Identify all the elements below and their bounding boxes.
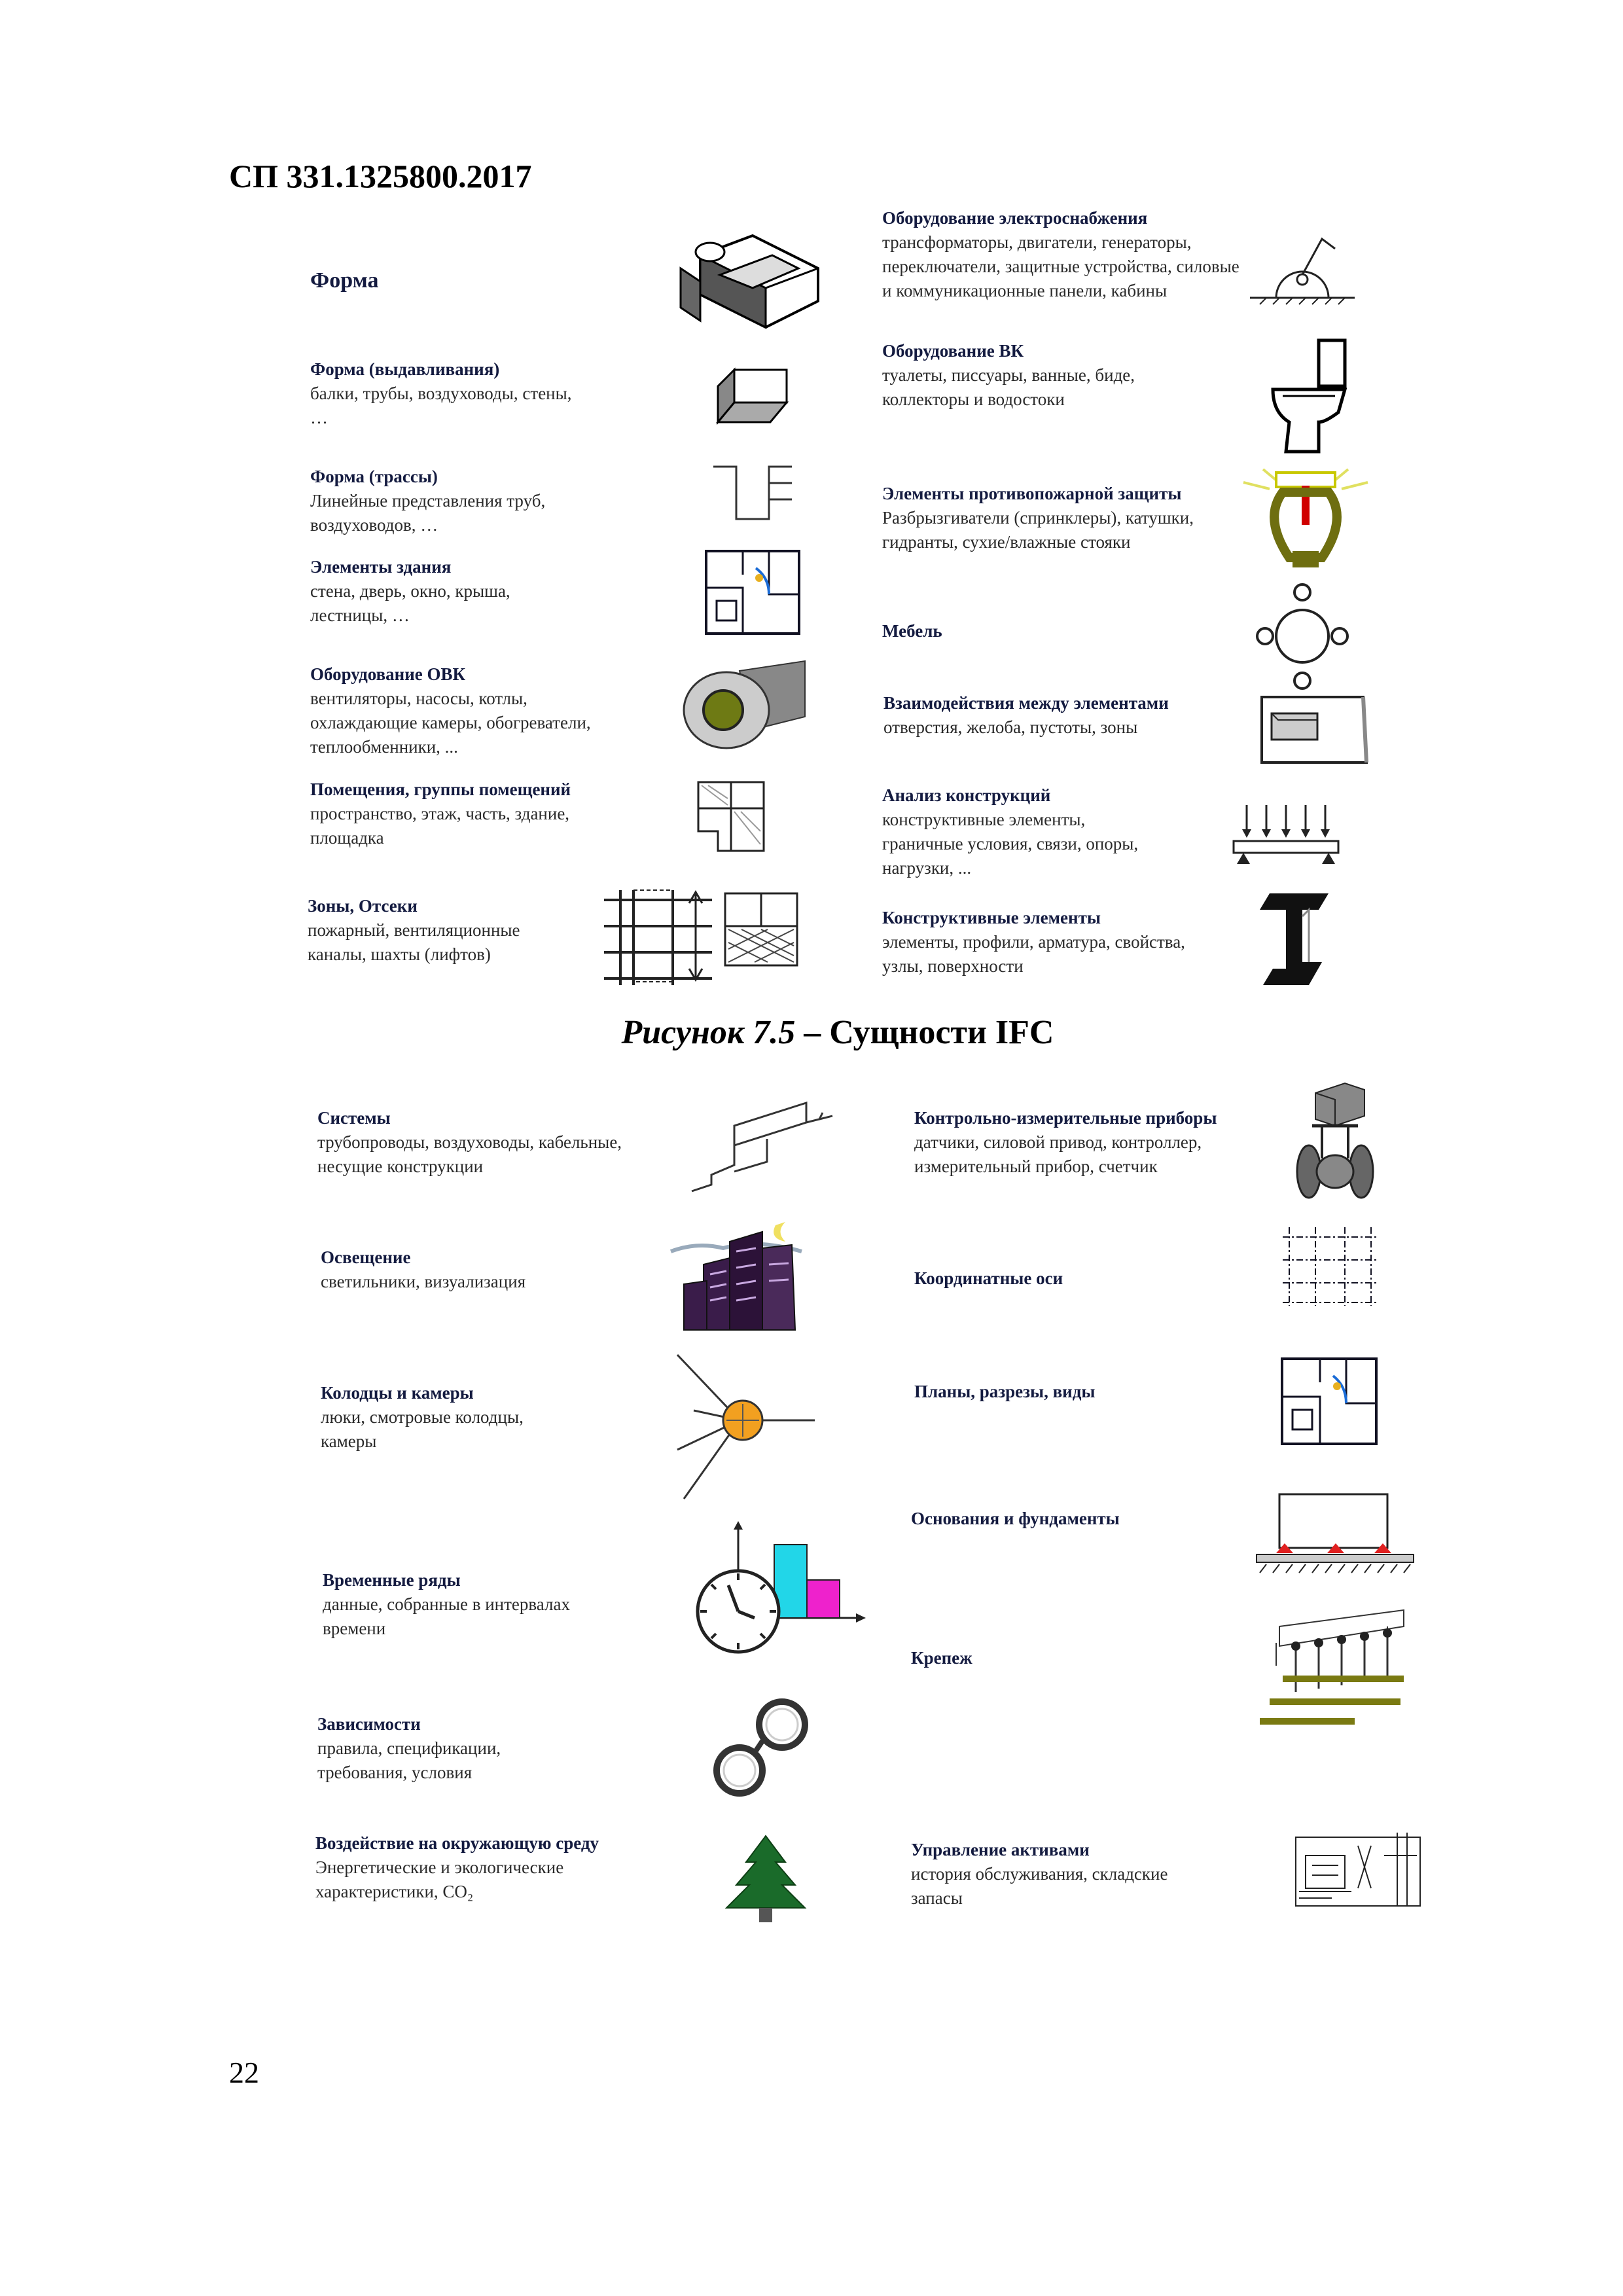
entry-foundations (911, 1507, 1205, 1531)
entry-spaces (310, 778, 618, 850)
entry-desc: Линейные представления труб, воздуховодов, … (310, 491, 546, 535)
entry-title: Координатные оси (914, 1268, 1063, 1288)
entry-desc: история обслуживания, складские запасы (911, 1864, 1168, 1908)
entry-title: Оборудование электроснабжения (882, 208, 1148, 228)
entry-desc: Энергетические и экологические характеристики, CO₂ (315, 1857, 564, 1901)
entry-form-sweep (310, 465, 605, 537)
entry-desc: Разбрызгиватели (спринклеры), катушки, гидранты, сухие/влажные стояки (882, 508, 1194, 552)
entry-constraints (317, 1712, 579, 1785)
beam-load-icon (1227, 802, 1345, 867)
entry-title: Анализ конструкций (882, 785, 1051, 805)
page-number: 22 (229, 2056, 259, 2089)
figure-caption (0, 1013, 1623, 1052)
entry-title: Форма (310, 268, 379, 293)
spaces-grid-icon (695, 779, 767, 854)
document-header: СП 331.1325800.2017 (229, 158, 532, 194)
electric-switch-icon (1247, 232, 1358, 304)
clock-chart-icon (692, 1520, 869, 1654)
entry-desc: туалеты, писсуары, ванные, биде, коллекторы и водостоки (882, 365, 1135, 409)
entry-title: Управление активами (911, 1840, 1090, 1859)
sweep-path-icon (710, 463, 795, 522)
zones-icon (601, 887, 804, 985)
opening-box-icon (1258, 694, 1370, 766)
solid-form-icon (674, 229, 825, 340)
entry-desc: светильники, визуализация (321, 1272, 526, 1291)
entry-title: Помещения, группы помещений (310, 780, 571, 799)
entry-furniture (882, 619, 1144, 643)
entry-hvac (310, 662, 618, 759)
entry-zones (308, 894, 569, 967)
entry-title: Конструктивные элементы (882, 908, 1101, 927)
entry-title: Элементы противопожарной защиты (882, 484, 1182, 503)
entry-plumbing (882, 339, 1144, 412)
entry-fire-protection (882, 482, 1222, 554)
entry-desc: отверстия, желоба, пустоты, зоны (883, 717, 1138, 737)
entry-desc: пожарный, вентиляционные каналы, шахты (лифтов) (308, 920, 520, 964)
handcuffs-icon (710, 1695, 815, 1803)
entry-desc: датчики, силовой привод, контроллер, измерительный прибор, счетчик (914, 1132, 1202, 1176)
entry-time-series (323, 1568, 630, 1641)
sprinkler-icon (1237, 466, 1374, 571)
entry-desc: трансформаторы, двигатели, генераторы, переключатели, защитные устройства, силовые и коммуникационные панели, кабины (882, 232, 1240, 300)
entry-manholes (321, 1381, 582, 1454)
caption-number: Рисунок 7.5 (621, 1014, 796, 1051)
entry-environment (315, 1831, 616, 1904)
entry-title: Форма (выдавливания) (310, 359, 500, 379)
grid-axes-icon (1279, 1224, 1381, 1309)
instrument-valve-icon (1293, 1080, 1374, 1211)
city-night-icon (671, 1212, 808, 1333)
entry-title: Мебель (882, 621, 942, 641)
entry-desc: элементы, профили, арматура, свойства, узлы, поверхности (882, 932, 1185, 976)
entry-title: Освещение (321, 1247, 411, 1267)
entry-title: Оборудование ВК (882, 341, 1024, 361)
entry-fasteners (911, 1646, 1173, 1670)
system-pipes-icon (688, 1100, 839, 1191)
manhole-icon (674, 1352, 818, 1502)
entry-structural-analysis (882, 783, 1150, 880)
entry-structural-elements (882, 906, 1190, 978)
entry-desc: правила, спецификации, требования, условия (317, 1738, 501, 1782)
entry-grid-axes (914, 1266, 1176, 1291)
fasteners-icon (1257, 1607, 1414, 1728)
entry-electrical (882, 206, 1249, 303)
entry-desc: пространство, этаж, часть, здание, площадка (310, 804, 570, 848)
tree-icon (723, 1833, 808, 1924)
entry-title: Планы, разрезы, виды (914, 1382, 1096, 1401)
entry-title: Временные ряды (323, 1570, 461, 1590)
entry-desc: вентиляторы, насосы, котлы, охлаждающие камеры, обогреватели, теплообменники, ... (310, 689, 591, 757)
entry-plans (914, 1380, 1176, 1404)
entry-title: Колодцы и камеры (321, 1383, 474, 1403)
floor-plan-icon (704, 548, 802, 636)
entry-title: Воздействие на окружающую среду (315, 1833, 599, 1853)
entry-desc: стена, дверь, окно, крыша, лестницы, … (310, 581, 510, 625)
entry-title: Взаимодействия между элементами (883, 693, 1169, 713)
entry-title: Зависимости (317, 1714, 421, 1734)
entry-lighting (321, 1246, 602, 1294)
entry-title: Зоны, Отсеки (308, 896, 418, 916)
entry-title: Оборудование ОВК (310, 664, 466, 684)
entry-title: Элементы здания (310, 557, 452, 577)
entry-desc: люки, смотровые колодцы, камеры (321, 1407, 524, 1451)
entry-title: Основания и фундаменты (911, 1509, 1120, 1528)
toilet-icon (1266, 337, 1351, 455)
entry-interactions (883, 691, 1237, 740)
entry-systems (317, 1106, 632, 1179)
extrusion-box-icon (715, 363, 793, 429)
steel-profile-icon (1257, 890, 1335, 988)
foundation-icon (1253, 1491, 1417, 1576)
entry-desc: конструктивные элементы, граничные условия, связи, опоры, нагрузки, ... (882, 810, 1139, 878)
entry-asset-management (911, 1838, 1186, 1910)
caption-text: – Сущности IFC (795, 1014, 1054, 1051)
entry-desc: данные, собранные в интервалах времени (323, 1594, 570, 1638)
entry-title: Системы (317, 1108, 391, 1128)
entry-desc: балки, трубы, воздуховоды, стены, … (310, 384, 572, 427)
entry-form-extrusion (310, 357, 572, 430)
entry-title: Крепеж (911, 1648, 972, 1668)
entry-building-elements (310, 555, 572, 628)
table-chairs-icon (1257, 583, 1348, 691)
entry-title: Контрольно-измерительные приборы (914, 1108, 1217, 1128)
plan-view-icon (1279, 1356, 1379, 1446)
entry-instruments (914, 1106, 1281, 1179)
entry-desc: трубопроводы, воздуховоды, кабельные, несущие конструкции (317, 1132, 622, 1176)
asset-drawing-icon (1293, 1829, 1423, 1911)
entry-form (310, 268, 611, 293)
hvac-fan-icon (681, 658, 812, 756)
entry-title: Форма (трассы) (310, 467, 438, 486)
